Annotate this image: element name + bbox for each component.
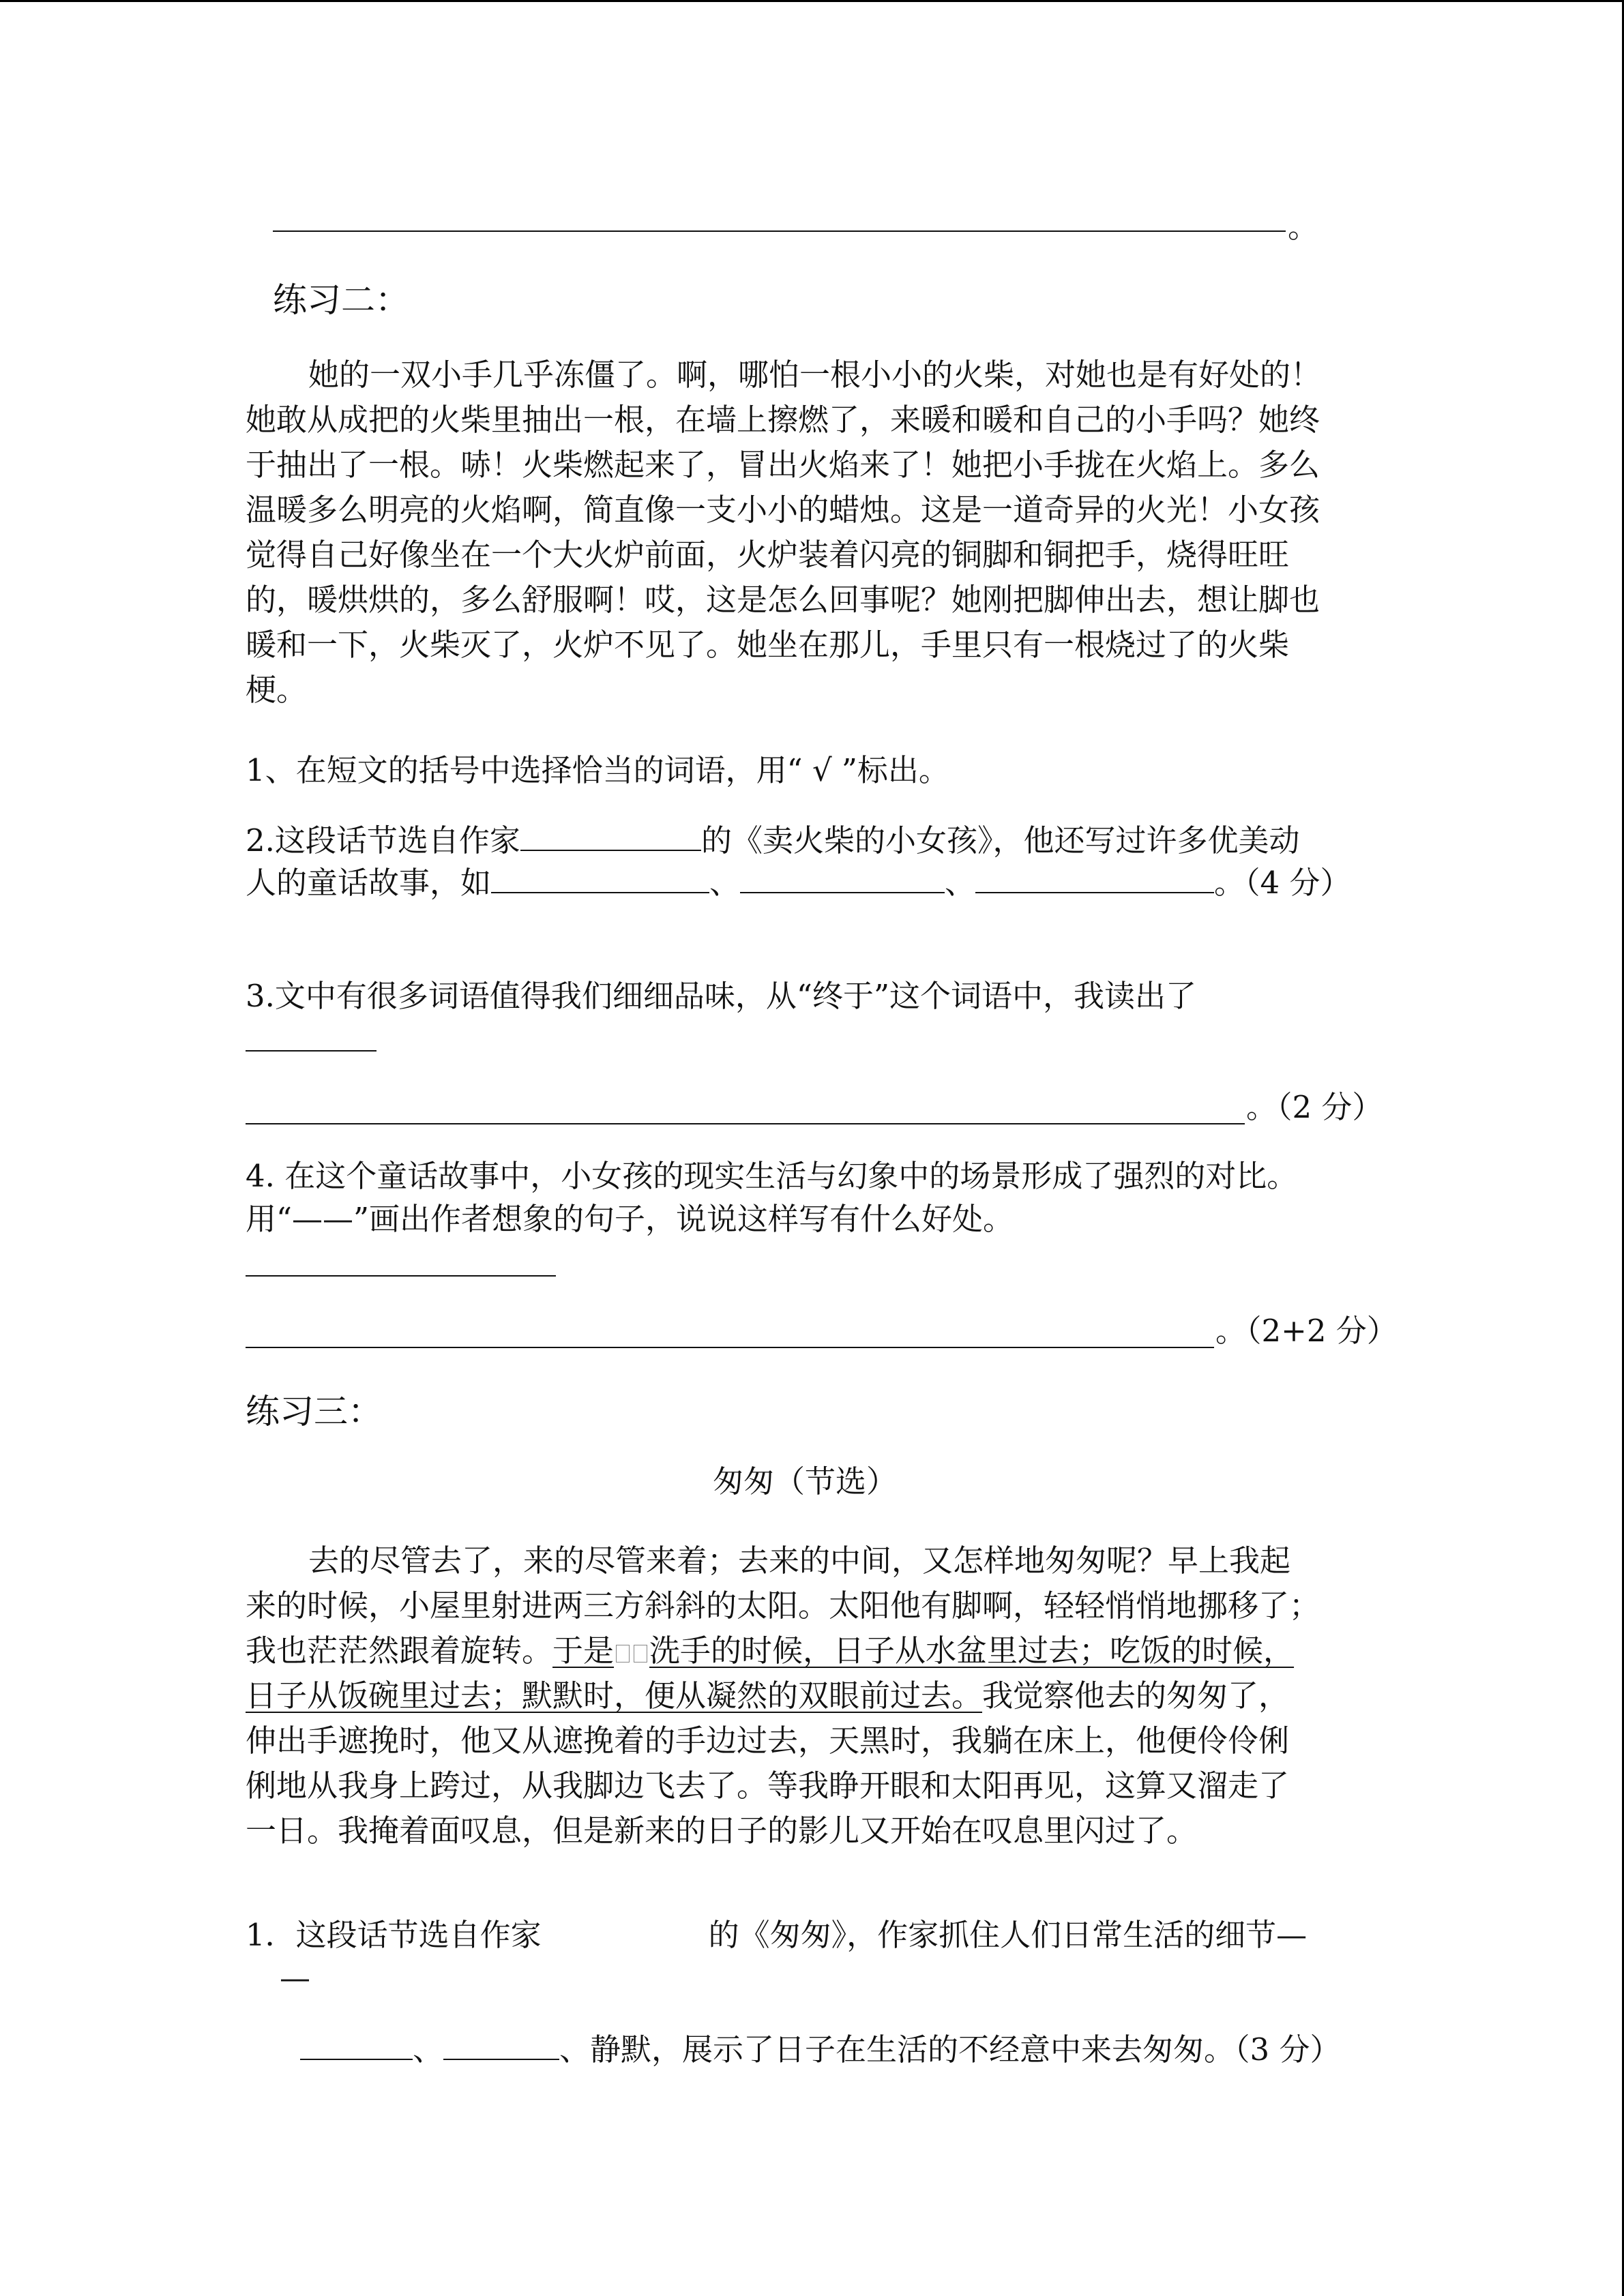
exercise3-title: 匆匆（节选） bbox=[713, 1463, 898, 1500]
passage-line: 温暖多么明亮的火焰啊，简直像一支小小的蜡烛。这是一道奇异的火光！小女孩 bbox=[246, 492, 1320, 528]
underlined-sentence: 日子从饭碗里过去；默默时，便从凝然的双眼前过去。 bbox=[246, 1678, 983, 1714]
underlined-sentence: 于是 洗手的时候，日子从水盆里过去；吃饭的时候， bbox=[552, 1632, 1295, 1669]
detail-blank-1[interactable] bbox=[300, 2029, 413, 2060]
passage-line: 一日。我掩着面叹息，但是新来的日子的影儿又开始在叹息里闪过了。 bbox=[246, 1813, 1198, 1849]
missing-glyph-box bbox=[616, 1645, 630, 1663]
q3-score: 。（2 分） bbox=[1246, 1089, 1383, 1125]
story-blank-1[interactable] bbox=[491, 862, 709, 893]
passage-line: 日子从饭碗里过去；默默时，便从凝然的双眼前过去。我觉察他去的匆匆了， bbox=[246, 1678, 1290, 1714]
detail-blank-2[interactable] bbox=[443, 2029, 559, 2060]
passage-line: 去的尽管去了，来的尽管来着；去来的中间，又怎样地匆匆呢？早上我起 bbox=[308, 1542, 1291, 1579]
story-blank-2[interactable] bbox=[740, 862, 945, 893]
passage-line: 觉得自己好像坐在一个大火炉前面，火炉装着闪亮的铜脚和铜把手，烧得旺旺 bbox=[246, 537, 1290, 573]
exercise2-heading: 练习二： bbox=[273, 280, 409, 320]
passage-line: 于抽出了一根。哧！火柴燃起来了，冒出火焰来了！她把小手拢在火焰上。多么 bbox=[246, 447, 1320, 483]
q4-answer-line-long[interactable] bbox=[246, 1347, 1214, 1348]
passage-line: 俐地从我身上跨过，从我脚边飞去了。等我睁开眼和太阳再见，这算又溜走了 bbox=[246, 1768, 1290, 1804]
exercise3-question-1-line3: 、 、静默，展示了日子在生活的不经意中来去匆匆。（3 分） bbox=[300, 2027, 1340, 2072]
exercise3-question-1-line2: — bbox=[280, 1960, 310, 1996]
exercise3-passage bbox=[246, 1538, 1320, 1853]
answer-line-top[interactable] bbox=[273, 230, 1286, 232]
page-top-border bbox=[0, 0, 1624, 2]
story-blank-3[interactable] bbox=[975, 862, 1214, 893]
passage-line: 的，暖烘烘的，多么舒服啊！哎，这是怎么回事呢？她刚把脚伸出去，想让脚也 bbox=[246, 582, 1320, 618]
passage-line: 她的一双小手几乎冻僵了。啊，哪怕一根小小的火柴，对她也是有好处的！ bbox=[308, 357, 1322, 393]
exercise2-question-4-line1: 4. 在这个童话故事中，小女孩的现实生活与幻象中的场景形成了强烈的对比。 bbox=[246, 1158, 1298, 1194]
passage-line: 伸出手遮挽时，他又从遮挽着的手边过去，天黑时，我躺在床上，他便伶伶俐 bbox=[246, 1723, 1290, 1759]
q4-score: 。（2+2 分） bbox=[1215, 1313, 1398, 1349]
exercise2-question-1: 1、在短文的括号中选择恰当的词语，用“ √ ”标出。 bbox=[246, 752, 949, 788]
exercise2-question-2-line2: 人的童话故事，如 、 、 。（4 分） bbox=[246, 861, 1350, 906]
answer-line-top-period: 。 bbox=[1288, 209, 1319, 245]
passage-line: 来的时候，小屋里射进两三方斜斜的太阳。太阳他有脚啊，轻轻悄悄地挪移了； bbox=[246, 1587, 1320, 1624]
q4-answer-line-short[interactable] bbox=[246, 1275, 556, 1277]
exercise2-passage bbox=[246, 353, 1321, 713]
passage-line: 梗。 bbox=[246, 672, 308, 708]
q3-answer-line-short[interactable] bbox=[246, 1050, 377, 1052]
exercise3-heading: 练习三： bbox=[246, 1392, 382, 1431]
passage-line: 我也茫茫然跟着旋转。于是 洗手的时候，日子从水盆里过去；吃饭的时候， bbox=[246, 1632, 1295, 1669]
exercise3-question-1-line1: 1．这段话节选自作家 的《匆匆》，作家抓住人们日常生活的细节— bbox=[246, 1917, 1308, 1953]
author-blank[interactable] bbox=[520, 820, 701, 851]
exercise2-question-2-line1: 2.这段话节选自作家 的《卖火柴的小女孩》，他还写过许多优美动 bbox=[246, 818, 1299, 863]
passage-line: 她敢从成把的火柴里抽出一根，在墙上擦燃了，来暖和暖和自己的小手吗？她终 bbox=[246, 402, 1320, 438]
passage-line: 暖和一下，火柴灭了，火炉不见了。她坐在那儿，手里只有一根烧过了的火柴 bbox=[246, 627, 1290, 663]
exercise2-question-4-line2: 用“——”画出作者想象的句子，说说这样写有什么好处。 bbox=[246, 1201, 1014, 1237]
exercise2-question-3: 3.文中有很多词语值得我们细细品味，从“终于”这个词语中，我读出了 bbox=[246, 978, 1196, 1014]
q3-answer-line-long[interactable] bbox=[246, 1123, 1245, 1124]
missing-glyph-box bbox=[634, 1645, 647, 1663]
